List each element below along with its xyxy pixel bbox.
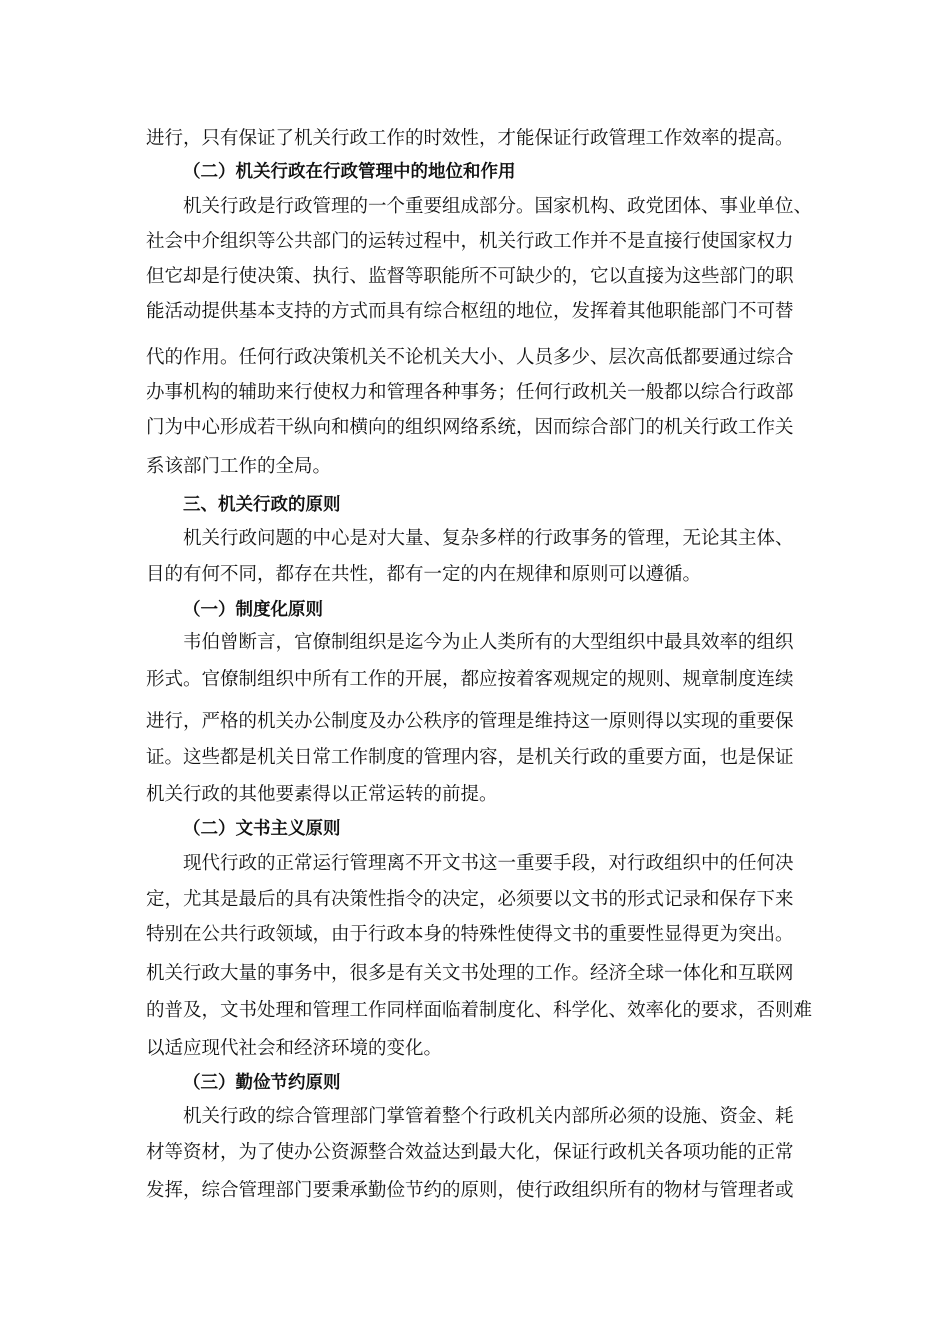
text-line: 特别在公共行政领域，由于行政本身的特殊性使得文书的重要性显得更为突出。 — [146, 924, 794, 945]
text-line: 机关行政的综合管理部门掌管着整个行政机关内部所必须的设施、资金、耗 — [183, 1106, 794, 1127]
text-line: 以适应现代社会和经济环境的变化。 — [146, 1038, 443, 1059]
text-line: 代的作用。任何行政决策机关不论机关大小、人员多少、层次高低都要通过综合 — [146, 347, 794, 368]
text-line: 但它却是行使决策、执行、监督等职能所不可缺少的，它以直接为这些部门的职 — [146, 266, 794, 287]
text-line: 社会中介组织等公共部门的运转过程中，机关行政工作并不是直接行使国家权力 — [146, 231, 794, 252]
text-line: 韦伯曾断言，官僚制组织是迄今为止人类所有的大型组织中最具效率的组织 — [183, 632, 794, 653]
text-line: 机关行政大量的事务中，很多是有关文书处理的工作。经济全球一体化和互联网 — [146, 963, 794, 984]
text-line: 材等资材，为了使办公资源整合效益达到最大化，保证行政机关各项功能的正常 — [146, 1142, 794, 1163]
text-line: 办事机构的辅助来行使权力和管理各种事务；任何行政机关一般都以综合行政部 — [146, 382, 794, 403]
section-heading: 三、机关行政的原则 — [183, 495, 341, 515]
section-heading: （三）勤俭节约原则 — [183, 1073, 341, 1093]
text-line: 发挥，综合管理部门要秉承勤俭节约的原则，使行政组织所有的物材与管理者或 — [146, 1180, 794, 1201]
text-line: 门为中心形成若干纵向和横向的组织网络系统，因而综合部门的机关行政工作关 — [146, 417, 794, 438]
section-heading: （一）制度化原则 — [183, 600, 323, 620]
text-line: 机关行政的其他要素得以正常运转的前提。 — [146, 784, 498, 805]
text-line: 进行，严格的机关办公制度及办公秩序的管理是维持这一原则得以实现的重要保 — [146, 711, 794, 732]
text-line: 机关行政问题的中心是对大量、复杂多样的行政事务的管理，无论其主体、 — [183, 528, 794, 549]
section-heading: （二）文书主义原则 — [183, 819, 341, 839]
text-line: 能活动提供基本支持的方式而具有综合枢纽的地位，发挥着其他职能部门不可替 — [146, 301, 794, 322]
text-line: 证。这些都是机关日常工作制度的管理内容，是机关行政的重要方面，也是保证 — [146, 747, 794, 768]
text-line: 进行，只有保证了机关行政工作的时效性，才能保证行政管理工作效率的提高。 — [146, 128, 794, 149]
text-line: 形式。官僚制组织中所有工作的开展，都应按着客观规定的规则、规章制度连续 — [146, 669, 794, 690]
section-heading: （二）机关行政在行政管理中的地位和作用 — [183, 162, 516, 182]
text-line: 现代行政的正常运行管理离不开文书这一重要手段，对行政组织中的任何决 — [183, 853, 794, 874]
text-line: 系该部门工作的全局。 — [146, 456, 332, 477]
text-line: 机关行政是行政管理的一个重要组成部分。国家机构、政党团体、事业单位、 — [183, 196, 813, 217]
text-line: 定，尤其是最后的具有决策性指令的决定，必须要以文书的形式记录和保存下来 — [146, 889, 794, 910]
text-line: 目的有何不同，都存在共性，都有一定的内在规律和原则可以遵循。 — [146, 564, 702, 585]
text-line: 的普及，文书处理和管理工作同样面临着制度化、科学化、效率化的要求，否则难 — [146, 1000, 813, 1021]
